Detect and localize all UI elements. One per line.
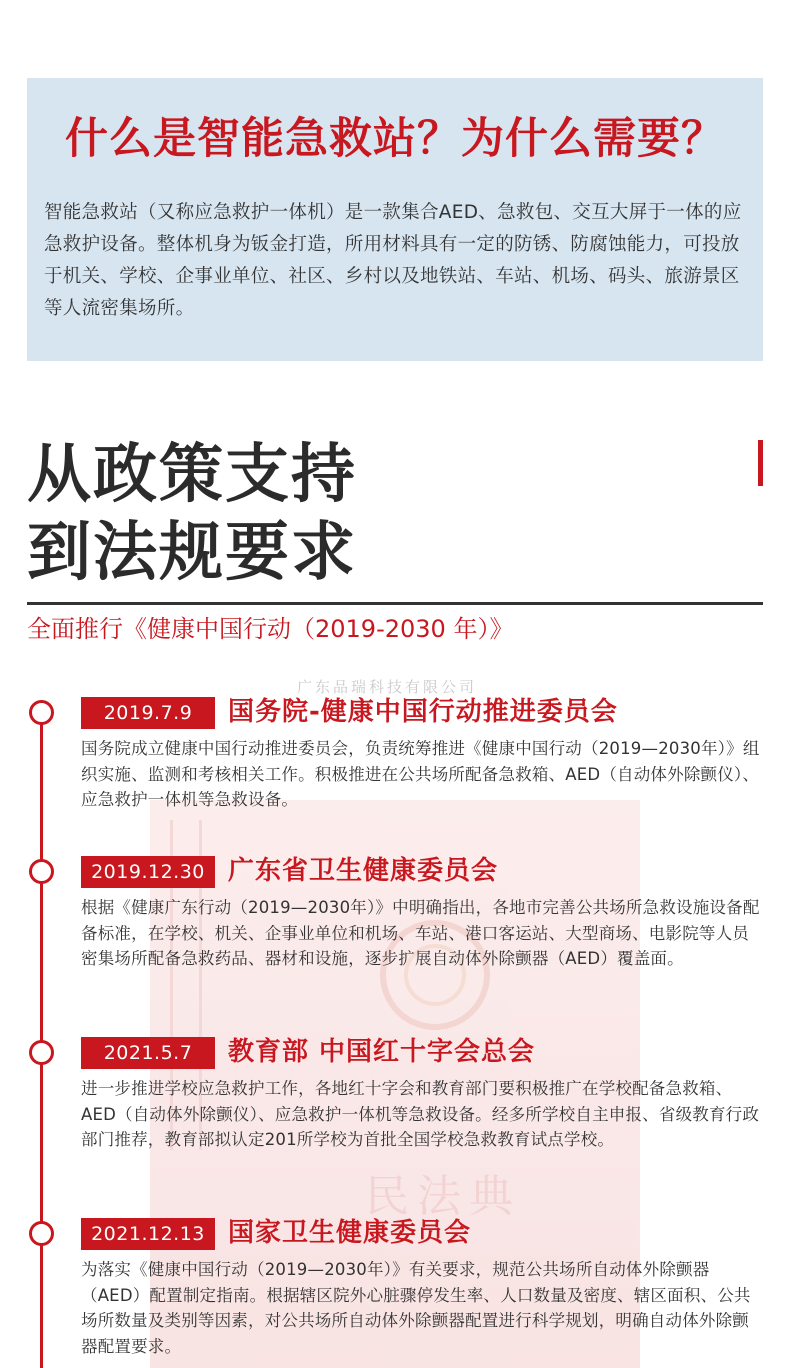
timeline-dot-icon — [29, 1040, 54, 1065]
timeline-dot-icon — [29, 1221, 54, 1246]
section-title-line2: 到法规要求 — [27, 516, 357, 590]
section-divider — [27, 602, 763, 605]
date-badge: 2021.12.13 — [81, 1218, 215, 1250]
timeline-dot-icon — [29, 700, 54, 725]
org-title: 国务院-健康中国行动推进委员会 — [228, 697, 618, 727]
book-label: 民法典 — [365, 1171, 521, 1222]
date-badge: 2019.7.9 — [81, 697, 215, 729]
org-title: 广东省卫生健康委员会 — [228, 856, 499, 886]
entry-text: 国务院成立健康中国行动推进委员会，负责统筹推进《健康中国行动（2019—2030年）》组织实施、监测和考核相关工作。积极推进在公共场所配备急救箱、AED（自动体外除颤仪）、应急救护一体机等急救设备。 — [81, 739, 760, 809]
company-watermark: 广东品瑞科技有限公司 — [297, 678, 478, 696]
section-title-line1: 从政策支持 — [27, 438, 357, 512]
section-subtitle: 全面推行《健康中国行动（2019-2030 年）》 — [27, 615, 514, 643]
entry-text: 进一步推进学校应急救护工作，各地红十字会和教育部门要积极推广在学校配备急救箱、AED（自动体外除颤仪）、应急救护一体机等急救设备。经多所学校自主申报、省级教育行政部门推荐，教育部拟认定201所学校为首批全国学校急救教育试点学校。 — [81, 1079, 760, 1149]
section-title — [27, 436, 357, 592]
org-title: 国家卫生健康委员会 — [228, 1218, 472, 1248]
entry-text: 根据《健康广东行动（2019—2030年）》中明确指出，各地市完善公共场所急救设施设备配备标准，在学校、机关、企事业单位和机场、车站、港口客运站、大型商场、电影院等人员密集场所配备急救药品、器材和设施，逐步扩展自动体外除颤器（AED）覆盖面。 — [81, 898, 760, 968]
entry-text: 为落实《健康中国行动（2019—2030年）》有关要求，规范公共场所自动体外除颤器（AED）配置制定指南。根据辖区院外心脏骤停发生率、人口数量及密度、辖区面积、公共场所数量及类别等因素，对公共场所自动体外除颤器配置进行科学规划，明确自动体外除颤器配置要求。 — [81, 1260, 751, 1356]
timeline-dot-icon — [29, 859, 54, 884]
org-title: 教育部 中国红十字会总会 — [228, 1037, 536, 1067]
date-badge: 2019.12.30 — [81, 856, 215, 888]
date-badge: 2021.5.7 — [81, 1037, 215, 1069]
accent-bar — [758, 440, 763, 486]
intro-title: 什么是智能急救站？为什么需要？ — [65, 114, 725, 164]
intro-text: 智能急救站（又称应急救护一体机）是一款集合AED、急救包、交互大屏于一体的应急救护设备。整体机身为钣金打造，所用材料具有一定的防锈、防腐蚀能力，可投放于机关、学校、企事业单位、社区、乡村以及地铁站、车站、机场、码头、旅游景区等人流密集场所。 — [44, 202, 742, 319]
